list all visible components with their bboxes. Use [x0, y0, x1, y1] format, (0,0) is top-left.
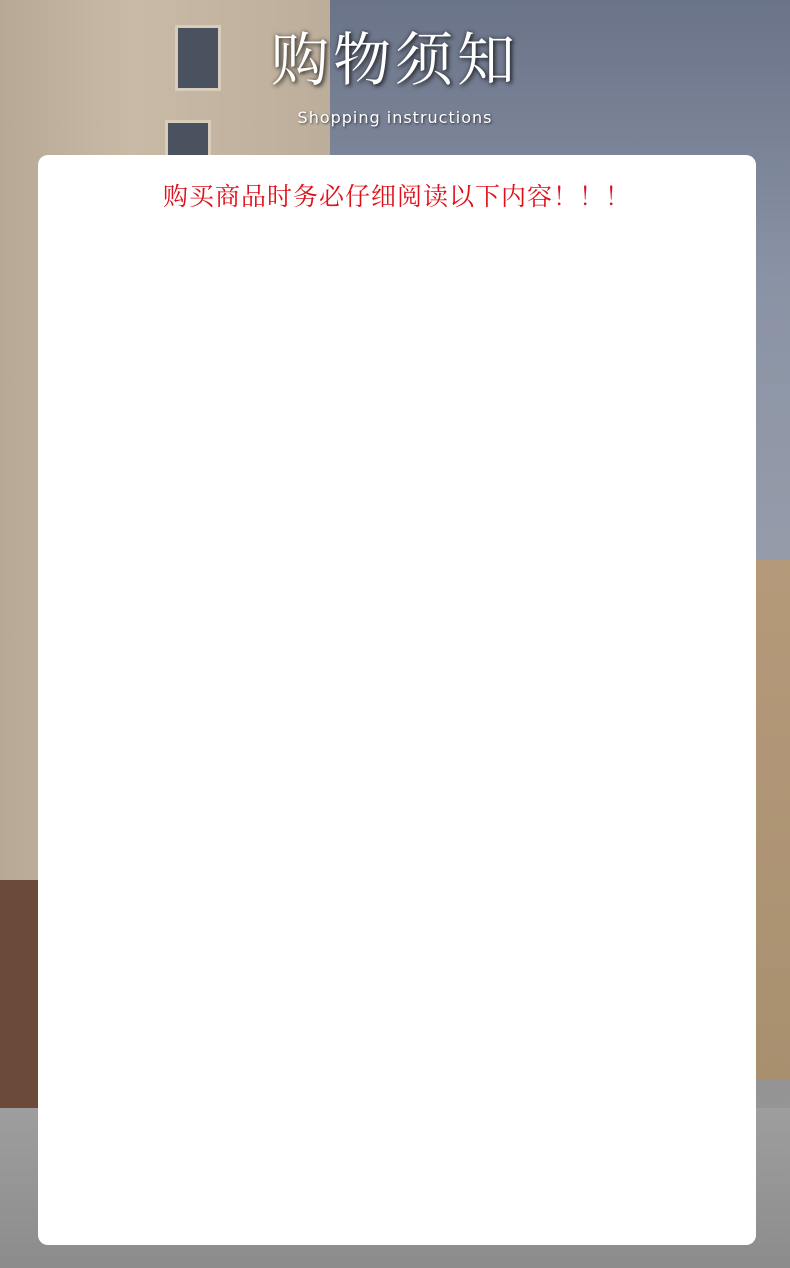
page-subtitle: Shopping instructions	[297, 108, 493, 127]
building-right	[750, 560, 790, 1080]
header	[0, 20, 790, 127]
page-title: 购物须知	[270, 26, 519, 94]
warning-text: 购买商品时务必仔细阅读以下内容！！！	[162, 182, 631, 211]
instructions-card	[38, 155, 756, 1245]
